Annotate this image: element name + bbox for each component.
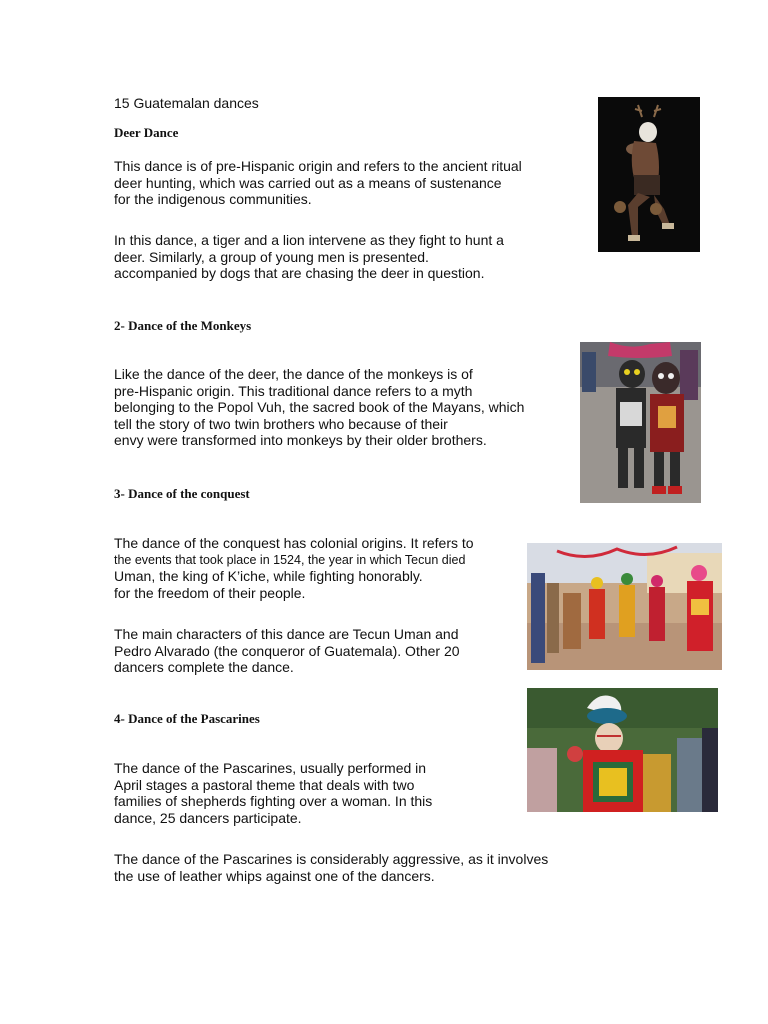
deer-dance-paragraph-1: [114, 158, 522, 208]
conquest-dance-photo: [527, 543, 722, 670]
section-heading-dance-of-the-pascarines: 4- Dance of the Pascarines: [114, 711, 260, 726]
text-line: The main characters of this dance are Tecun Uman and: [114, 626, 459, 642]
text-line: the events that took place in 1524, the year in which Tecun died: [114, 552, 466, 567]
pascarines-dancer-photo: [527, 688, 718, 812]
text-line: for the freedom of their people.: [114, 584, 306, 601]
text-line: The dance of the Pascarines is considerably aggressive, as it involves: [114, 851, 549, 867]
conquest-paragraph-2: [114, 626, 460, 676]
conquest-paragraph-1: [114, 535, 474, 601]
section-heading-dance-of-the-monkeys: 2- Dance of the Monkeys: [114, 318, 252, 333]
text-line: April stages a pastoral theme that deals with two: [114, 776, 415, 793]
text-line: for the indigenous communities.: [114, 191, 312, 207]
text-line: The dance of the Pascarines, usually performed in: [114, 760, 427, 776]
deer-dancer-photo: [598, 97, 700, 252]
page-title: 15 Guatemalan dances: [114, 95, 259, 111]
text-line: Pedro Alvarado (the conqueror of Guatemala). Other 20: [114, 642, 460, 659]
deer-dance-paragraph-2: [114, 232, 504, 282]
text-line: envy were transformed into monkeys by their older brothers.: [114, 432, 487, 448]
pascarines-paragraph-2: [114, 851, 548, 884]
pascarines-paragraph-1: [114, 760, 432, 826]
text-line: deer. Similarly, a group of young men is presented.: [114, 248, 429, 265]
text-line: tell the story of two twin brothers who because of their: [114, 415, 448, 432]
text-line: belonging to the Popol Vuh, the sacred book of the Mayans, which: [114, 399, 525, 415]
text-line: accompanied by dogs that are chasing the deer in question.: [114, 265, 485, 281]
text-line: This dance is of pre-Hispanic origin and refers to the ancient ritual: [114, 158, 522, 174]
text-line: the use of leather whips against one of the dancers.: [114, 867, 435, 884]
text-line: Like the dance of the deer, the dance of the monkeys is of: [114, 366, 473, 382]
text-line: families of shepherds fighting over a woman. In this: [114, 793, 433, 809]
text-line: In this dance, a tiger and a lion intervene as they fight to hunt a: [114, 232, 504, 248]
monkeys-paragraph-1: [114, 366, 524, 449]
text-line: The dance of the conquest has colonial origins. It refers to: [114, 535, 474, 551]
section-heading-deer-dance: Deer Dance: [114, 125, 179, 140]
text-line: pre-Hispanic origin. This traditional dance refers to a myth: [114, 382, 473, 399]
text-line: dancers complete the dance.: [114, 659, 294, 675]
text-line: dance, 25 dancers participate.: [114, 809, 302, 826]
text-line: Uman, the king of K’iche, while fighting honorably.: [114, 568, 423, 584]
monkey-dancers-photo: [580, 342, 701, 503]
text-line: deer hunting, which was carried out as a means of sustenance: [114, 174, 502, 191]
section-heading-dance-of-the-conquest: 3- Dance of the conquest: [114, 486, 250, 501]
